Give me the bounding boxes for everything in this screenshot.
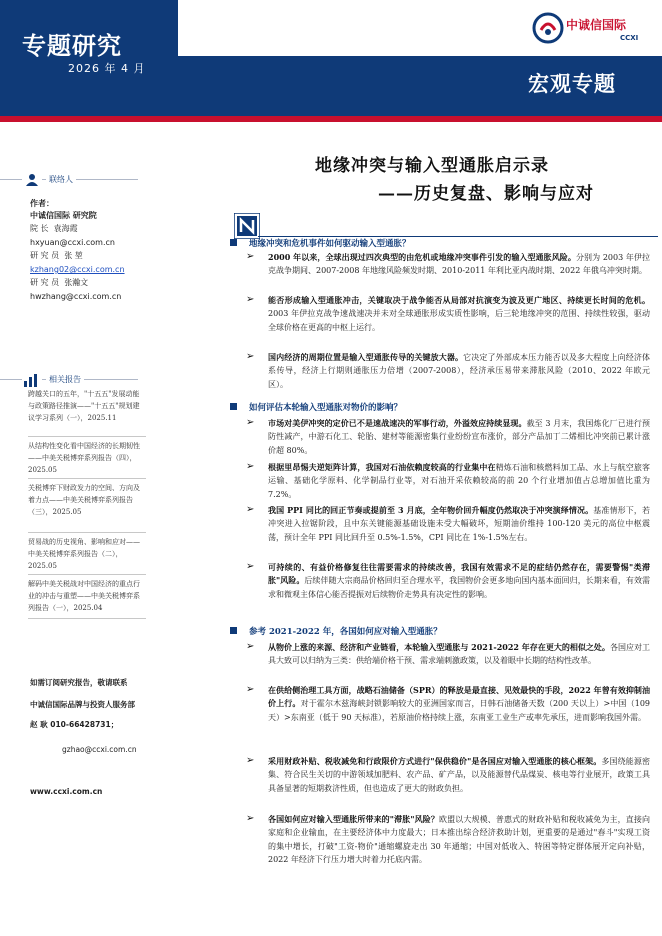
logo-text-en: CCXI — [620, 34, 639, 42]
arrow-bullet-icon: ➢ — [246, 755, 255, 766]
person-icon — [22, 173, 42, 187]
section-emblem-icon — [234, 213, 260, 239]
related-divider — [28, 574, 146, 575]
section-heading: 地缘冲突和危机事件如何驱动输入型通胀？ — [230, 237, 650, 249]
author-email[interactable]: hxyuan@ccxi.com.cn — [30, 238, 115, 247]
document-subtitle: ——历史复盘、影响与应对 — [378, 184, 594, 204]
arrow-bullet-icon: ➢ — [246, 641, 255, 652]
contact-person: 赵 耿 010-66428731； — [30, 720, 119, 729]
bullet-paragraph: 根据里昂惕夫逆矩阵计算，我国对石油依赖度较高的行业集中在精炼石油和核燃料加工品、水上与航空旅客运输、基础化学原料、化学制品行业等，对石油开采依赖较高的前 20 个行业增加值占总增加值比重为 7.2%。 — [268, 462, 651, 499]
authors-label: 作者： — [30, 198, 54, 208]
square-bullet-icon — [230, 403, 237, 410]
related-label: 相关报告 — [46, 374, 84, 385]
arrow-bullet-icon: ➢ — [246, 417, 255, 428]
related-report-item[interactable]: 贸易战的历史视角、影响和应对——中美关税博弈系列报告（二），2025.05 — [28, 538, 140, 570]
contact-line: 中诚信国际品牌与投资人服务部 — [30, 700, 135, 709]
publication-date: 2026 年 4 月 — [68, 62, 146, 75]
section-heading: 如何评估本轮输入型通胀对物价的影响？ — [230, 401, 650, 413]
related-report-item[interactable]: 解码中美关税战对中国经济的重点行业的冲击与重塑——中美关税博弈系列报告（一），2025.04 — [28, 580, 140, 612]
author-row — [30, 249, 83, 262]
arrow-bullet-icon: ➢ — [246, 461, 255, 472]
related-divider — [28, 478, 146, 479]
bullet-paragraph: 2000 年以来，全球出现过四次典型的由危机或地缘冲突事件引发的输入型通胀风险。分别为 2003 年伊拉克战争期间、2007-2008 年地缘风险频发时期、2010-2011 年利比亚内战时期、2022 年俄乌冲突时期。 — [268, 252, 650, 276]
arrow-bullet-icon: ➢ — [246, 351, 255, 362]
logo-text-cn: 中诚信国际 — [566, 18, 627, 32]
related-report-item[interactable]: 跨越关口的五年，"十五五"发展动能与政策路径推演——"十五五"规划建议学习系列（一），2025.11 — [28, 390, 140, 422]
bullet-paragraph: 市场对美伊冲突的定价已不是速战速决的军事行动，外溢效应持续显现。截至 3 月末，我国炼化厂已进行预防性减产，中游石化工、轮胎、建材等能源密集行业纷纷宣布涨价，部分产品加丁二烯相比冲突前已累计涨价超 80%。 — [268, 418, 650, 455]
related-report-item[interactable]: 关税博弈下财政发力的空间、方向及着力点——中美关税博弈系列报告（三），2025.05 — [28, 484, 140, 516]
section-heading: 参考 2021-2022 年，各国如何应对输入型通胀？ — [230, 625, 650, 637]
contact-line: 如需订阅研究报告，敬请联系 — [30, 678, 128, 687]
arrow-bullet-icon: ➢ — [246, 294, 255, 305]
bullet-paragraph: 我国 PPI 同比的回正节奏或提前至 3 月底，全年物价回升幅度仍然取决于冲突演绎情况。基准情形下，若冲突进入拉锯阶段，且中东关键能源基础设施未受大幅破坏，短期油价维持 100-120 美元的高位中枢震荡，预计全年 PPI 同比回升至 0.5%-1.5%，CPI 同比在 1%-1.5%左右。 — [268, 505, 650, 542]
bullet-paragraph: 可持续的、有益价格修复往往需要需求的持续改善，我国有效需求不足的症结仍然存在，需要警惕"类滞胀"风险。后续伴随大宗商品价格回归至合理水平，我国物价会更多地向国内基本面回归，长期来看，有效需求和微观主体信心能否提振对后续物价走势具有决定性的影响。 — [268, 562, 651, 599]
related-report-item[interactable]: 从结构性变化看中国经济的长期韧性——中美关税博弈系列报告（四），2025.05 — [28, 442, 140, 474]
sidebar — [0, 122, 148, 936]
author-name: 张瀚文 — [64, 278, 89, 287]
bar-chart-icon — [22, 373, 42, 387]
bullet-paragraph: 国内经济的周期位置是输入型通胀传导的关键放大器。它决定了外部成本压力能否以及多大程度上向经济体系传导，经济上行期则通胀压力倍增（2007-2008），经济承压易带来滞胀风险（2010、2022 年欧元区）。 — [268, 352, 651, 389]
bullet-paragraph: 在供给侧治理工具方面，战略石油储备（SPR）的释放是最直接、见效最快的手段，2022 年曾有效抑制油价上行。对于霍尔木兹海峡封锁影响较大的亚洲国家而言，日韩石油储备天数（200 天以上）>中国（109 天）>东南亚（低于 90 天标准），若原油价格持续上涨，东南亚工业生产或率先承压，进而影响我国外需。 — [268, 685, 651, 722]
related-divider — [28, 436, 146, 437]
author-role: 院 长 — [30, 224, 49, 233]
series-title: 专题研究 — [22, 32, 122, 60]
bullet-paragraph: 采用财政补贴、税收减免和行政限价方式进行"保供稳价"是各国应对输入型通胀的核心框架。多国绕能源密集、符合民生关切的中游领域加肥料、农产品、矿产品，以及能源替代品煤炭、核电等行业展开，政策工具具备显著的短期救济性质，但也造成了更大的财政负担。 — [268, 756, 650, 793]
arrow-bullet-icon: ➢ — [246, 813, 255, 824]
ccxi-logo-icon — [532, 12, 564, 44]
contact-email[interactable]: gzhao@ccxi.com.cn — [62, 745, 137, 754]
bullet-paragraph: 能否形成输入型通胀冲击，关键取决于战争能否从局部对抗演变为波及更广地区、持续更长时间的危机。2003 年伊拉克战争速战速决并未对全球通胀形成实质性影响，后三轮地缘冲突的范围、持续性较强，驱动全球价格在更高的中枢上运行。 — [268, 295, 650, 332]
related-divider — [28, 618, 146, 619]
author-name: 袁海霞 — [53, 224, 78, 233]
arrow-bullet-icon: ➢ — [246, 684, 255, 695]
square-bullet-icon — [230, 627, 237, 634]
author-role: 研 究 员 — [30, 278, 60, 287]
website-link[interactable]: www.ccxi.com.cn — [30, 787, 103, 796]
arrow-bullet-icon: ➢ — [246, 504, 255, 515]
arrow-bullet-icon: ➢ — [246, 251, 255, 262]
related-header — [0, 374, 138, 388]
institute-name: 中诚信国际 研究院 — [30, 210, 97, 220]
report-category: 宏观专题 — [528, 72, 616, 96]
related-divider — [28, 532, 146, 533]
author-role: 研 究 员 — [30, 251, 60, 260]
contacts-header — [0, 174, 138, 188]
contacts-label: 联络人 — [46, 174, 76, 185]
author-email[interactable]: hwzhang@ccxi.com.cn — [30, 292, 122, 301]
author-row — [30, 276, 88, 289]
arrow-bullet-icon: ➢ — [246, 561, 255, 572]
bullet-paragraph: 各国如何应对输入型通胀所带来的"滞胀"风险？欧盟以大规模、普惠式的财政补贴和税收减免为主，直接向家庭和企业输血，在主要经济体中力度最大；日本推出综合经济救助计划，更重要的是通过"春斗"实现工资的集中增长，打破"工资-物价"通缩螺旋走出 30 年通缩；中国对低收入、特困等特定群体展开定向补贴，2022 年经济下行压力增大时着力托底内需。 — [268, 814, 650, 864]
author-name: 张 堃 — [64, 251, 83, 260]
ccxi-logo[interactable] — [532, 10, 654, 50]
author-email-link[interactable]: kzhang02@ccxi.com.cn — [30, 265, 125, 274]
bullet-paragraph: 从物价上涨的来源、经济和产业链看，本轮输入型通胀与 2021-2022 年存在更大的相似之处。各国应对工具大致可以归纳为三类：供给端价格干预、需求端刺激政策，以及着眼中长期的结构性改革。 — [268, 642, 651, 666]
square-bullet-icon — [230, 239, 237, 246]
document-title: 地缘冲突与输入型通胀启示录 — [315, 156, 549, 176]
author-row — [30, 222, 78, 235]
